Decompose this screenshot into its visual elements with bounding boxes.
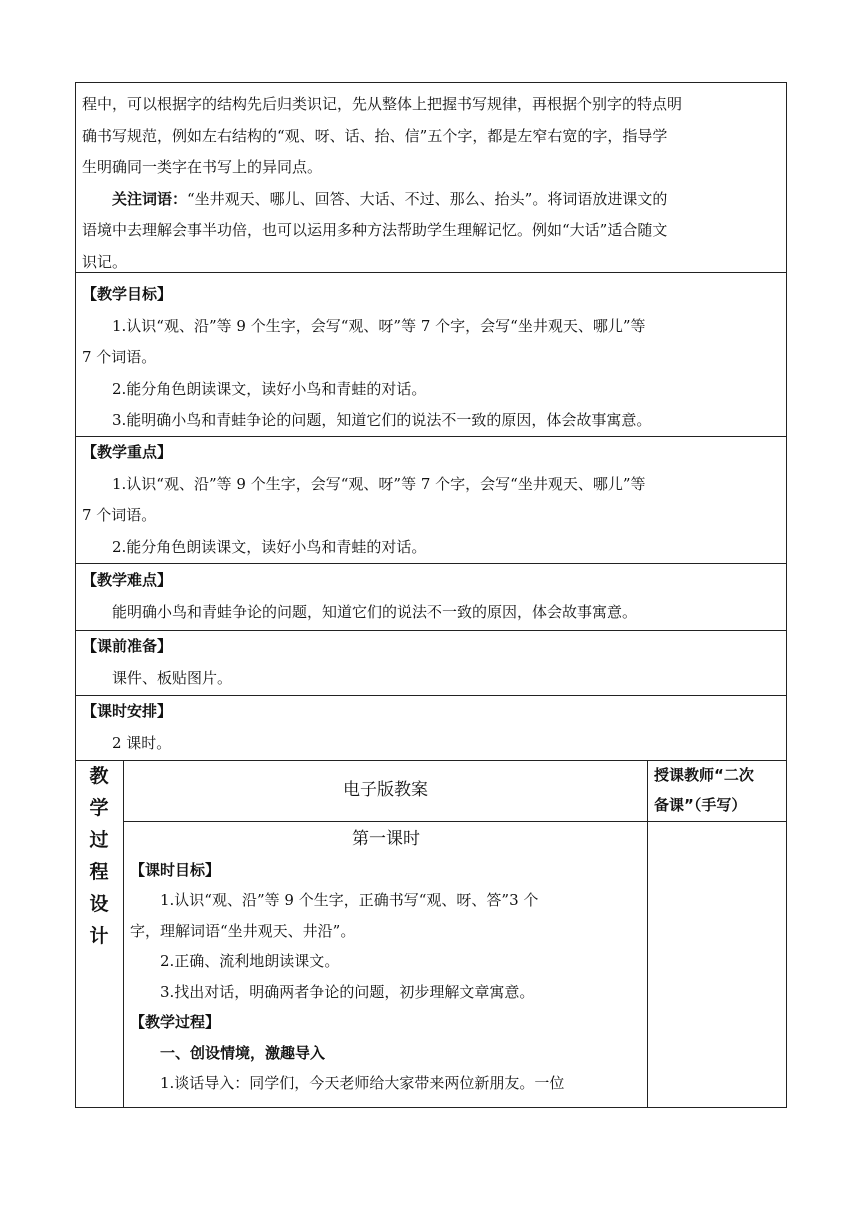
difficulty-item: 能明确小鸟和青蛙争论的问题，知道它们的说法不一致的原因，体会故事寓意。: [112, 602, 638, 621]
focus-words-line: 识记。: [82, 252, 128, 271]
preparation-item: 课件、板贴图片。: [112, 668, 233, 687]
focus-words-text: “坐井观天、哪儿、回答、大话、不过、那么、抬头”。将词语放进课文的: [187, 189, 668, 208]
key-points-section: [82, 437, 782, 563]
goal-item: 3.能明确小鸟和青蛙争论的问题，知道它们的说法不一致的原因，体会故事寓意。: [112, 411, 652, 429]
section-heading: 【课时安排】: [82, 702, 173, 720]
section-heading: 【课前准备】: [82, 637, 173, 655]
side-label-char: 计: [89, 925, 109, 947]
focus-words-line: [82, 184, 782, 216]
lesson-goal-item: 字，理解词语“坐井观天、井沿”。: [130, 921, 356, 940]
intro-section: [82, 89, 782, 278]
right-column-header-line: 备课”（手写）: [654, 796, 747, 814]
handwritten-notes-column[interactable]: [648, 822, 786, 1107]
difficulties-section: [82, 565, 782, 628]
intro-line: 生明确同一类字在书写上的异同点。: [82, 158, 323, 176]
lesson-goal-item: 2.正确、流利地朗读课文。: [160, 952, 340, 970]
section-heading: 【教学难点】: [82, 571, 173, 589]
focus-words-line: 语境中去理解会事半功倍，也可以运用多种方法帮助学生理解记忆。例如“大话”适合随文: [82, 221, 668, 239]
key-point-item: 2.能分角色朗读课文，读好小鸟和青蛙的对话。: [112, 537, 427, 556]
section-heading: 【教学过程】: [130, 1013, 221, 1031]
main-column-header-text: 电子版教案: [343, 780, 428, 800]
key-point-item: 1.认识“观、沿”等 9 个生字，会写“观、呀”等 7 个字，会写“坐井观天、哪儿”等: [112, 474, 646, 493]
side-label-char: 教: [89, 765, 109, 787]
lesson-goal-item: 3.找出对话，明确两者争论的问题，初步理解文章寓意。: [160, 982, 535, 1001]
lesson-goal-item: 1.认识“观、沿”等 9 个生字，正确书写“观、呀、答”3 个: [160, 891, 539, 909]
side-label-char: 程: [89, 861, 109, 883]
step-item: 1.谈话导入：同学们，今天老师给大家带来两位新朋友。一位: [160, 1074, 565, 1092]
intro-line: 确书写规范，例如左右结构的“观、呀、话、抬、信”五个字，都是左窄右宽的字，指导学: [82, 126, 668, 145]
goal-item: 1.认识“观、沿”等 9 个生字，会写“观、呀”等 7 个字，会写“坐井观天、哪儿”等: [112, 316, 646, 335]
right-column-header: [654, 760, 786, 820]
schedule-item: 2 课时。: [112, 733, 172, 752]
teaching-goals-section: [82, 279, 782, 437]
preparation-section: [82, 631, 782, 694]
process-main-content: [130, 824, 642, 1099]
side-label-char: 设: [89, 893, 109, 915]
section-heading: 【教学目标】: [82, 285, 173, 303]
process-side-label: [75, 760, 123, 952]
key-point-item: 7 个词语。: [82, 506, 157, 524]
step-heading: 一、创设情境，激趣导入: [160, 1043, 326, 1062]
focus-words-label: 关注词语：: [112, 189, 188, 208]
goal-item: 2.能分角色朗读课文，读好小鸟和青蛙的对话。: [112, 379, 427, 398]
side-label-char: 过: [89, 829, 109, 851]
intro-line: 程中，可以根据字的结构先后归类识记，先从整体上把握书写规律，再根据个别字的特点明: [82, 95, 683, 113]
goal-item: 7 个词语。: [82, 348, 157, 366]
lesson-title: 第一课时: [352, 829, 420, 849]
section-heading: 【课时目标】: [130, 860, 221, 879]
row-divider: [75, 563, 787, 564]
side-label-char: 学: [89, 797, 109, 819]
section-heading: 【教学重点】: [82, 443, 173, 461]
right-column-header-line: 授课教师“二次: [654, 766, 754, 784]
main-column-header: [124, 760, 647, 821]
schedule-section: [82, 696, 782, 759]
